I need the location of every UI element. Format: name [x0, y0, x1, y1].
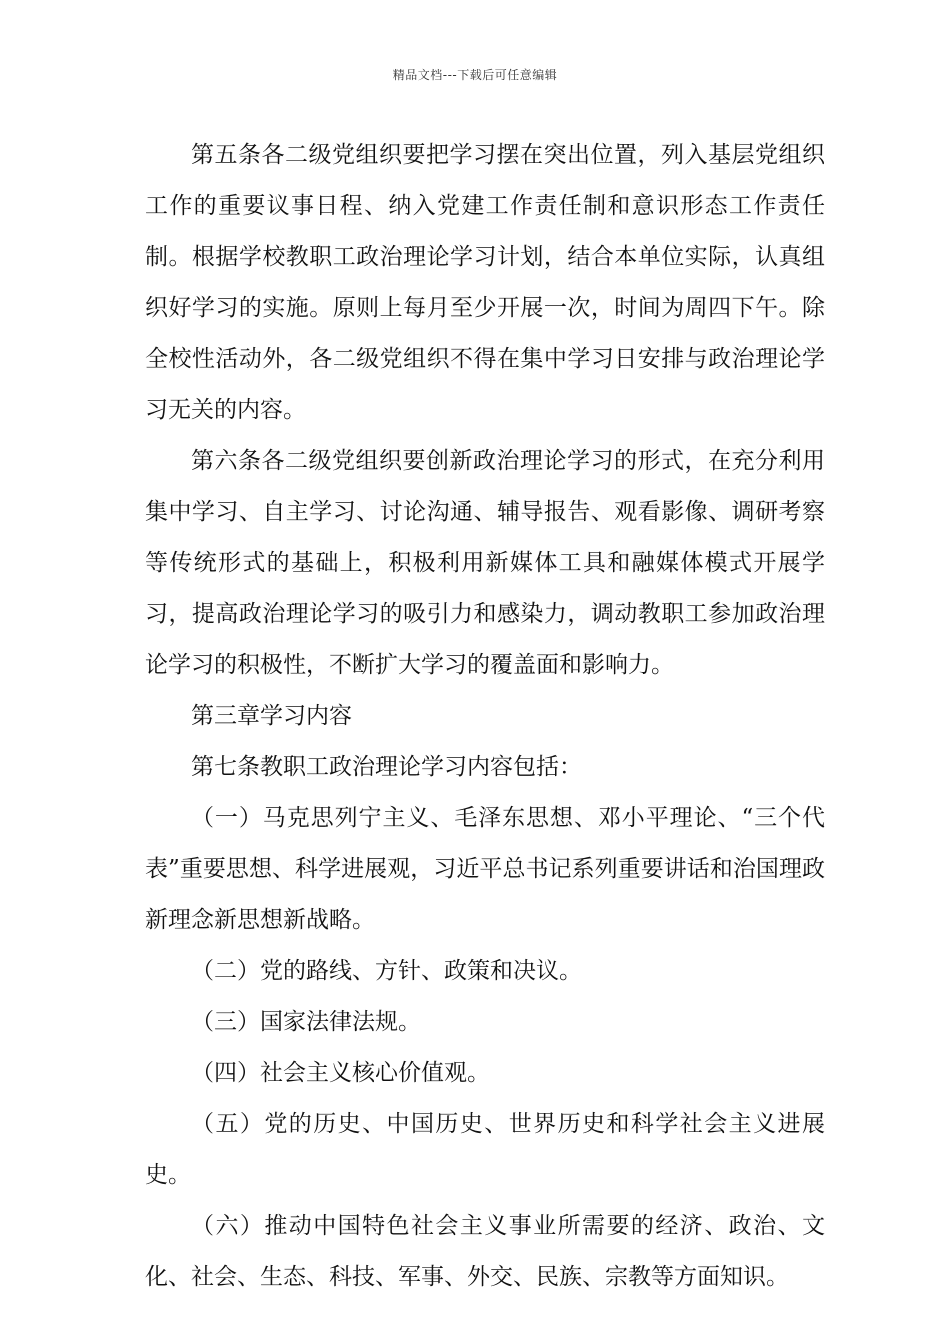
page-header: 精品文档---下载后可任意编辑 [392, 68, 558, 82]
content-item-3: （三）国家法律法规。 [191, 1009, 421, 1035]
chapter-3-heading: 第三章学习内容 [191, 703, 352, 729]
content-item-1: （一）马克思列宁主义、毛泽东思想、邓小平理论、“三个代表”重要思想、科学进展观，习近平总书记系列重要讲话和治国理政新理念新思想新战略。 [145, 805, 825, 933]
content-item-5: （五）党的历史、中国历史、世界历史和科学社会主义进展史。 [145, 1111, 825, 1188]
content-item-6: （六）推动中国特色社会主义事业所需要的经济、政治、文化、社会、生态、科技、军事、外交、民族、宗教等方面知识。 [145, 1213, 825, 1290]
article-7-paragraph: 第七条教职工政治理论学习内容包括： [191, 754, 582, 780]
content-item-4: （四）社会主义核心价值观。 [191, 1060, 490, 1086]
content-item-2: （二）党的路线、方针、政策和决议。 [191, 958, 582, 984]
article-5-paragraph: 第五条各二级党组织要把学习摆在突出位置，列入基层党组织工作的重要议事日程、纳入党建工作责任制和意识形态工作责任制。根据学校教职工政治理论学习计划，结合本单位实际，认真组织好学习的实施。原则上每月至少开展一次，时间为周四下午。除全校性活动外，各二级党组织不得在集中学习日安排与政治理论学习无关的内容。 [145, 142, 825, 423]
document-body [145, 130, 825, 1303]
article-6-paragraph: 第六条各二级党组织要创新政治理论学习的形式，在充分利用集中学习、自主学习、讨论沟通、辅导报告、观看影像、调研考察等传统形式的基础上，积极利用新媒体工具和融媒体模式开展学习，提高政治理论学习的吸引力和感染力，调动教职工参加政治理论学习的积极性，不断扩大学习的覆盖面和影响力。 [145, 448, 825, 678]
